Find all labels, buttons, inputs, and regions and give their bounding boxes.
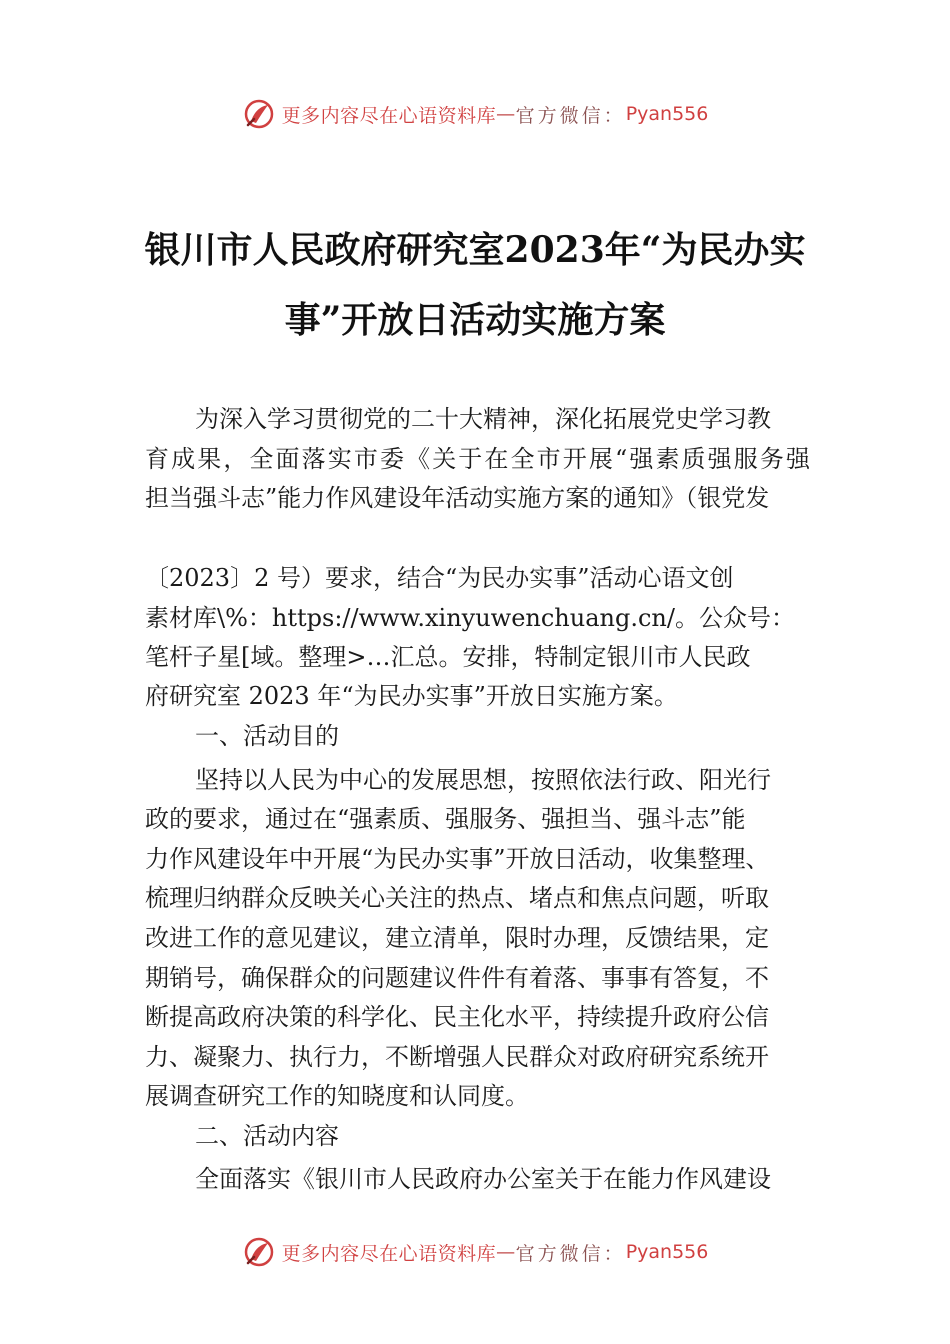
body-line: 坚持以人民为中心的发展思想，按照依法行政、阳光行 xyxy=(195,766,771,794)
body-line: 府研究室 2023 年“为民办实事”开放日实施方案。 xyxy=(145,682,678,710)
section-heading: 一、活动目的 xyxy=(195,722,339,750)
body-line: 改进工作的意见建议，建立清单，限时办理，反馈结果，定 xyxy=(145,924,769,952)
banner-wechat-id: Pyan556 xyxy=(625,1241,709,1263)
body-line: 力作风建设年中开展“为民办实事”开放日活动，收集整理、 xyxy=(145,845,770,873)
banner-wechat-label: 官方微信： xyxy=(515,104,626,127)
banner-separator: — xyxy=(496,103,516,125)
banner-separator: — xyxy=(496,1241,516,1263)
document-title-line-1: 银川市人民政府研究室2023年“为民办实 xyxy=(144,229,806,271)
header-banner xyxy=(0,94,950,134)
brush-logo-icon xyxy=(242,97,276,131)
body-line: 为深入学习贯彻党的二十大精神，深化拓展党史学习教 xyxy=(195,405,771,433)
body-line: 全面落实《银川市人民政府办公室关于在能力作风建设 xyxy=(195,1165,771,1193)
body-line: 力、凝聚力、执行力，不断增强人民群众对政府研究系统开 xyxy=(145,1043,769,1071)
body-line: 梳理归纳群众反映关心关注的热点、堵点和焦点问题，听取 xyxy=(145,884,769,912)
banner-main-text: 更多内容尽在心语资料库 xyxy=(281,104,497,127)
brush-logo-icon xyxy=(242,1235,276,1269)
banner-wechat-id: Pyan556 xyxy=(625,103,709,125)
body-line: 笔杆子星[域。整理>…汇总。安排，特制定银川市人民政 xyxy=(145,643,751,671)
body-line: 担当强斗志”能力作风建设年活动实施方案的通知》（银党发 xyxy=(145,484,770,512)
document-title-line-2: 事”开放日活动实施方案 xyxy=(284,299,666,341)
footer-banner xyxy=(0,1232,950,1272)
body-line: 素材库\%：https://www.xinyuwenchuang.cn/。公众号： xyxy=(145,604,795,632)
body-line: 展调查研究工作的知晓度和认同度。 xyxy=(145,1082,529,1110)
body-line: 政的要求，通过在“强素质、强服务、强担当、强斗志”能 xyxy=(145,805,746,833)
banner-main-text: 更多内容尽在心语资料库 xyxy=(281,1242,497,1265)
banner-wechat-label: 官方微信： xyxy=(515,1242,626,1265)
body-line: 〔2023〕2 号）要求，结合“为民办实事”活动心语文创 xyxy=(145,564,734,592)
body-line: 期销号，确保群众的问题建议件件有着落、事事有答复，不 xyxy=(145,964,769,992)
section-heading: 二、活动内容 xyxy=(195,1122,339,1150)
body-line: 断提高政府决策的科学化、民主化水平，持续提升政府公信 xyxy=(145,1003,769,1031)
body-line: 育成果，全面落实市委《关于在全市开展“强素质强服务强 xyxy=(145,445,810,473)
